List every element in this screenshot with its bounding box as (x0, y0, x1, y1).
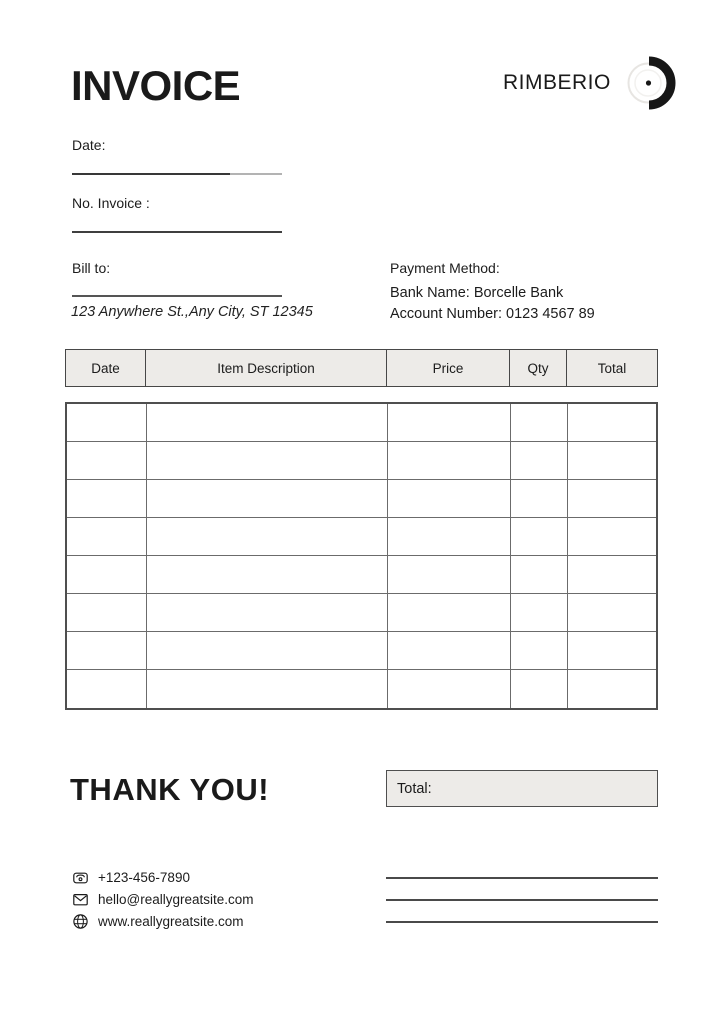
column-header-item-description: Item Description (146, 350, 387, 386)
signature-line (386, 899, 658, 901)
payment-bank-name: Bank Name: Borcelle Bank (390, 285, 564, 301)
brand-name: RIMBERIO (503, 71, 611, 94)
date-label: Date: (72, 137, 106, 153)
invoice-no-label: No. Invoice : (72, 195, 150, 211)
thank-you-text: THANK YOU! (70, 772, 270, 807)
table-row (67, 442, 656, 480)
table-cell (388, 594, 511, 631)
table-cell (568, 518, 656, 555)
column-header-total: Total (597, 360, 627, 376)
table-cell (511, 480, 568, 517)
table-cell (147, 518, 388, 555)
table-cell (67, 556, 147, 593)
table-row (67, 556, 656, 594)
contact-text: www.reallygreatsite.com (98, 913, 244, 929)
contact-text: +123-456-7890 (98, 869, 190, 885)
table-cell (511, 556, 568, 593)
table-cell (511, 404, 568, 441)
contact-item (72, 869, 254, 885)
items-table-body (65, 402, 658, 710)
table-cell (388, 518, 511, 555)
table-cell (568, 594, 656, 631)
table-cell (147, 632, 388, 669)
table-cell (511, 670, 568, 708)
brand-logo-icon (622, 56, 676, 110)
items-table-header (65, 349, 658, 387)
table-cell (388, 480, 511, 517)
table-cell (67, 594, 147, 631)
signature-line (386, 877, 658, 879)
table-cell (147, 556, 388, 593)
table-cell (568, 404, 656, 441)
phone-icon (72, 869, 89, 886)
column-header-date: Date (66, 350, 146, 386)
contact-list (72, 869, 254, 929)
table-cell (388, 556, 511, 593)
table-row (67, 518, 656, 556)
table-cell (67, 518, 147, 555)
contact-item (72, 891, 254, 907)
table-cell (511, 594, 568, 631)
table-cell (147, 442, 388, 479)
table-cell (568, 670, 656, 708)
table-cell (147, 480, 388, 517)
envelope-icon (72, 891, 89, 908)
table-row (67, 632, 656, 670)
table-cell (67, 632, 147, 669)
bill-to-blank-line (72, 295, 282, 297)
table-cell (67, 442, 147, 479)
table-cell (147, 594, 388, 631)
table-row (67, 670, 656, 708)
table-cell (568, 442, 656, 479)
column-header-price: Price (387, 350, 510, 386)
total-label: Total: (397, 780, 432, 797)
table-cell (67, 480, 147, 517)
table-cell (388, 442, 511, 479)
brand (503, 56, 676, 110)
signature-lines (386, 877, 658, 943)
table-cell (388, 632, 511, 669)
payment-method-label: Payment Method: (390, 260, 500, 276)
signature-line (386, 921, 658, 923)
table-cell (568, 480, 656, 517)
table-cell (511, 518, 568, 555)
date-blank-line (72, 173, 282, 175)
contact-item (72, 913, 254, 929)
table-cell (388, 404, 511, 441)
total-box (386, 770, 658, 807)
table-row (67, 480, 656, 518)
contact-text: hello@reallygreatsite.com (98, 891, 254, 907)
table-cell (511, 442, 568, 479)
table-cell (568, 556, 656, 593)
table-cell (568, 632, 656, 669)
table-cell (388, 670, 511, 708)
column-header-qty: Qty (510, 350, 567, 386)
page-title: INVOICE (71, 62, 241, 109)
table-cell (147, 670, 388, 708)
table-cell (67, 404, 147, 441)
invoice-no-blank-line (72, 231, 282, 233)
table-cell (511, 632, 568, 669)
table-row (67, 594, 656, 632)
bill-to-address: 123 Anywhere St.,Any City, ST 12345 (71, 304, 313, 320)
payment-account-number: Account Number: 0123 4567 89 (390, 306, 595, 322)
table-row (67, 404, 656, 442)
date-blank-line-dark (72, 173, 230, 175)
table-cell (67, 670, 147, 708)
globe-icon (72, 913, 89, 930)
table-cell (147, 404, 388, 441)
bill-to-label: Bill to: (72, 260, 111, 276)
